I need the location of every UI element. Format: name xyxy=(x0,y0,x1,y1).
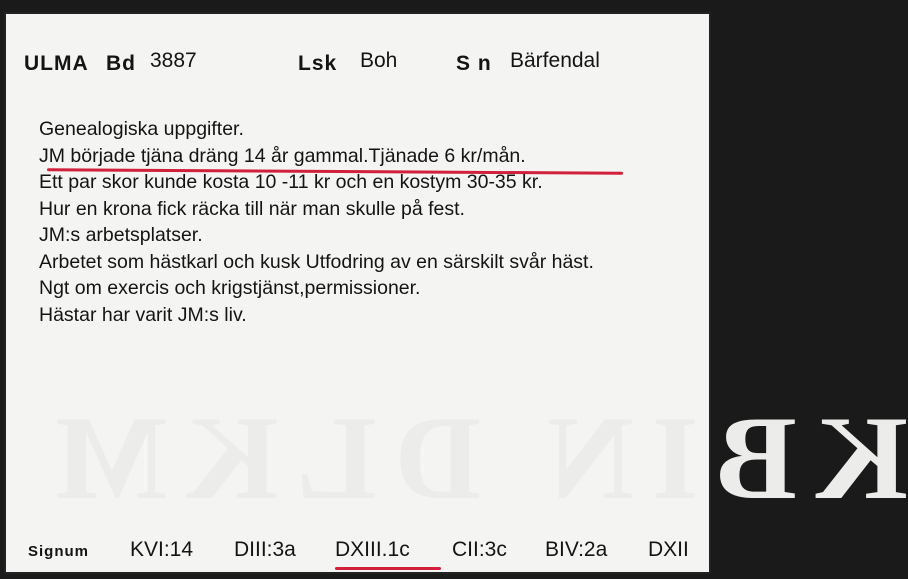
body-line: Hur en krona fick räcka till när man skulle på fest. xyxy=(39,197,465,220)
signum-red-underline xyxy=(335,567,441,570)
bd-label: Bd xyxy=(106,52,136,75)
body-line-highlighted xyxy=(39,143,699,170)
signum-code: DIII:3a xyxy=(234,538,296,561)
body-line: Ett par skor kunde kosta 10 -11 kr och en kostym 30-35 kr. xyxy=(39,171,543,193)
archive-card xyxy=(4,12,908,574)
signum-code: BIV:2a xyxy=(545,538,608,561)
body-line: Hästar har varit JM:s liv. xyxy=(39,303,247,326)
bd-value: 3887 xyxy=(150,49,197,72)
body-line: Ngt om exercis och krigstjänst,permissioner. xyxy=(39,277,421,299)
signum-label: Signum xyxy=(28,543,89,560)
bleed-through-marks: KBIN DLKM xyxy=(36,391,908,524)
sn-label: S n xyxy=(456,52,492,75)
card-header xyxy=(24,49,704,84)
body-line: JM:s arbetsplatser. xyxy=(39,224,203,246)
signum-code-highlighted: DXIII.1c xyxy=(335,538,410,561)
lsk-value: Boh xyxy=(360,49,398,72)
body-line-text: JM började tjäna dräng 14 år gammal.Tjänade 6 kr/mån. xyxy=(39,144,526,167)
signum-code: CII:3c xyxy=(452,538,507,561)
lsk-label: Lsk xyxy=(298,52,338,75)
body-line: Genealogiska uppgifter. xyxy=(39,118,244,140)
sn-value: Bärfendal xyxy=(510,49,600,72)
signum-code: KVI:14 xyxy=(130,538,194,561)
signum-code: DXII xyxy=(648,538,689,561)
body-line: Arbetet som hästkarl och kusk Utfodring av en särskilt svår häst. xyxy=(39,250,594,273)
archive-label: ULMA xyxy=(24,52,89,75)
signum-row xyxy=(28,538,708,570)
record-body xyxy=(39,116,699,328)
